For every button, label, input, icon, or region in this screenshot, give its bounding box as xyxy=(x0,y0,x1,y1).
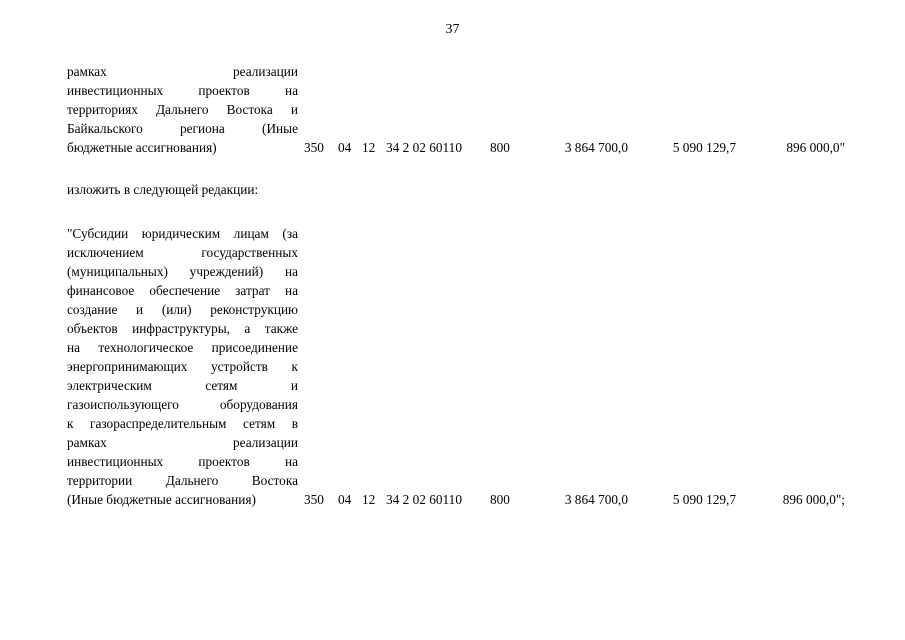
amount-year-2: 5 090 129,7 xyxy=(672,492,736,507)
description-line: (муниципальных) учреждений) на xyxy=(67,264,298,279)
intro-text: изложить в следующей редакции: xyxy=(67,182,259,197)
description-line: энергопринимающих устройств к xyxy=(67,359,298,374)
description-line: к газораспределительным сетям в xyxy=(67,416,298,431)
ministry-code: 350 xyxy=(304,492,324,507)
description-line: (Иные бюджетные ассигнования) xyxy=(67,492,256,507)
amount-year-3: 896 000,0"; xyxy=(782,492,845,507)
description-line: газоиспользующего оборудования xyxy=(67,397,298,412)
description-line: на технологическое присоединение xyxy=(67,340,298,355)
description-line: исключением государственных xyxy=(67,245,298,260)
target-article-code: 34 2 02 60110 xyxy=(386,140,462,155)
subsection-code: 12 xyxy=(362,492,376,507)
description-line: рамках реализации xyxy=(67,64,298,79)
target-article-code: 34 2 02 60110 xyxy=(386,492,462,507)
description-line: территории Дальнего Востока xyxy=(67,473,298,488)
description-line: электрическим сетям и xyxy=(67,378,298,393)
amount-year-2: 5 090 129,7 xyxy=(672,140,736,155)
description-line: Байкальского региона (Иные xyxy=(67,121,298,136)
section-code: 04 xyxy=(338,140,352,155)
description-line: бюджетные ассигнования) xyxy=(67,140,217,155)
description-line: объектов инфраструктуры, а также xyxy=(67,321,298,336)
page-number: 37 xyxy=(445,22,460,37)
amount-year-3: 896 000,0" xyxy=(786,140,845,155)
block2-description xyxy=(67,224,298,509)
description-line: "Субсидии юридическим лицам (за xyxy=(67,226,298,241)
amount-year-1: 3 864 700,0 xyxy=(564,140,628,155)
description-line: финансовое обеспечение затрат на xyxy=(67,283,298,298)
description-line: инвестиционных проектов на xyxy=(67,454,298,469)
block1-values-row xyxy=(0,138,905,157)
block2-values-row xyxy=(0,490,905,509)
description-line: инвестиционных проектов на xyxy=(67,83,298,98)
expense-type-code: 800 xyxy=(490,140,510,155)
amount-year-1: 3 864 700,0 xyxy=(564,492,628,507)
section-code: 04 xyxy=(338,492,352,507)
subsection-code: 12 xyxy=(362,140,376,155)
description-line: рамках реализации xyxy=(67,435,298,450)
description-line: территориях Дальнего Востока и xyxy=(67,102,298,117)
ministry-code: 350 xyxy=(304,140,324,155)
expense-type-code: 800 xyxy=(490,492,510,507)
description-line: создание и (или) реконструкцию xyxy=(67,302,298,317)
